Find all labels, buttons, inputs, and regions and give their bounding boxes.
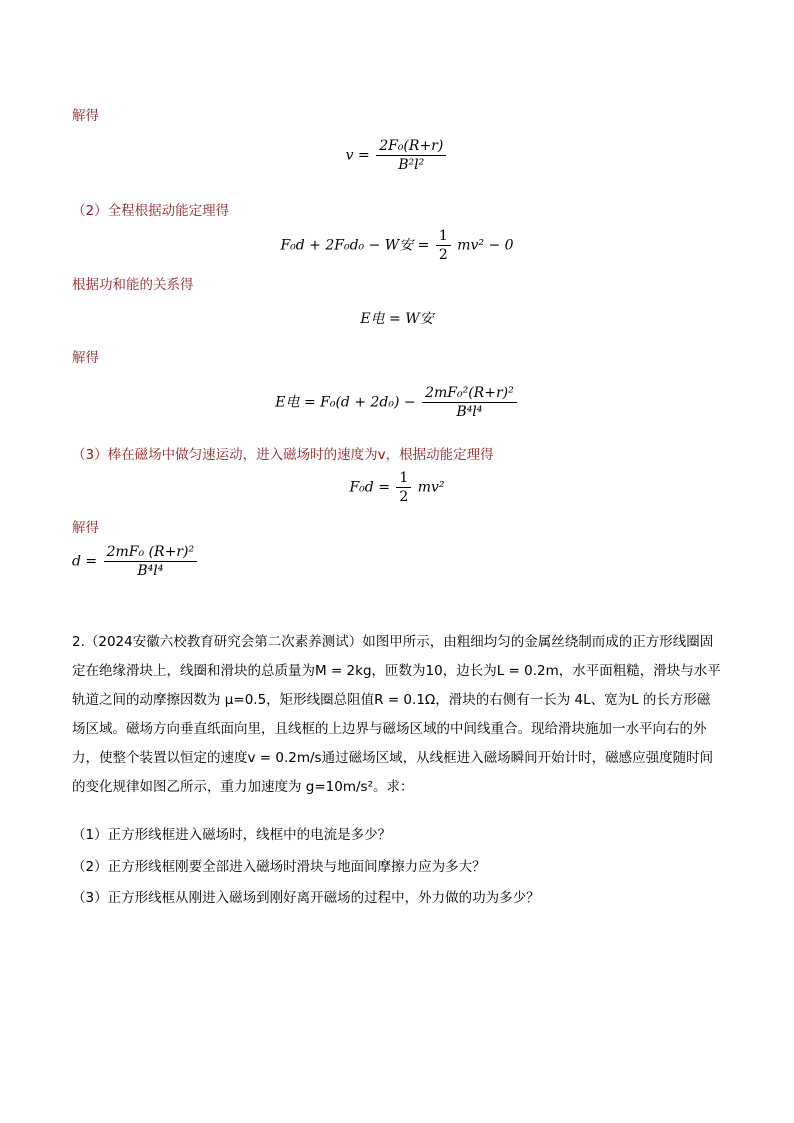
half-fraction-1 [436, 228, 451, 263]
energy-rhs: mv² − 0 [457, 237, 514, 254]
relation-text: 根据功和能的关系得 [72, 277, 194, 293]
electric-energy-denominator: B⁴l⁴ [456, 404, 483, 420]
kinetic-lhs: F₀d = [349, 479, 395, 496]
electric-energy-relation: E电 = W安 [360, 311, 434, 327]
velocity-numerator: 2F₀(R+r) [376, 138, 446, 156]
step-3-text: （3）棒在磁场中做匀速运动，进入磁场时的速度为v，根据动能定理得 [72, 447, 494, 463]
electric-energy-equation [0, 385, 794, 420]
half-numerator-1: 1 [436, 228, 451, 246]
solve-label-2: 解得 [72, 350, 99, 366]
solve-label-1: 解得 [72, 108, 99, 124]
velocity-fraction [376, 138, 446, 173]
distance-lhs: d = [72, 553, 98, 570]
problem-2-paragraph: 2.（2024安徽六校教育研究会第二次素养测试）如图甲所示，由粗细均匀的金属丝绕制而成的正方形线圈固定在绝缘滑块上，线圈和滑块的总质量为M = 2kg，匝数为10，边长为L = 0.2m，水平面粗糙，滑块与水平轨道之间的动摩擦因数为 μ=0.5，矩形线圈总阻值R = 0.1Ω，滑块的右侧有一长为 4L、宽为L 的长方形磁场区域。磁场方向垂直纸面向里，且线框的上边界与磁场区域的中间线重合。现给滑块施加一水平向右的外力，使整个装置以恒定的速度v = 0.2m/s通过磁场区域，从线框进入磁场瞬间开始计时，磁感应强度随时间的变化规律如图乙所示，重力加速度为 g=10m/s²。求： [72, 634, 721, 795]
step-2-text: （2）全程根据动能定理得 [72, 203, 230, 219]
question-3: （3）正方形线框从刚进入磁场到刚好离开磁场的过程中，外力做的功为多少？ [72, 890, 540, 906]
energy-lhs: F₀d + 2F₀d₀ − W安 = [280, 237, 434, 254]
velocity-equation [0, 138, 794, 173]
velocity-denominator: B²l² [398, 157, 425, 173]
energy-equation [0, 228, 794, 263]
distance-numerator: 2mF₀ (R+r)² [104, 544, 197, 562]
half-numerator-2: 1 [396, 470, 411, 488]
question-2: （2）正方形线框刚要全部进入磁场时滑块与地面间摩擦力应为多大？ [72, 859, 486, 875]
electric-energy-fraction [422, 385, 517, 420]
half-denominator-1: 2 [438, 247, 448, 263]
half-denominator-2: 2 [399, 489, 409, 505]
velocity-lhs: v = [345, 147, 370, 164]
electric-energy-lhs: E电 = F₀(d + 2d₀) − [275, 394, 416, 411]
electric-energy-numerator: 2mF₀²(R+r)² [422, 385, 517, 403]
solve-label-3: 解得 [72, 520, 99, 536]
distance-fraction [104, 544, 197, 579]
kinetic-rhs: mv² [417, 479, 445, 496]
distance-denominator: B⁴l⁴ [137, 563, 164, 579]
distance-equation [72, 544, 199, 579]
question-1: （1）正方形线框进入磁场时，线框中的电流是多少？ [72, 827, 392, 843]
half-fraction-2 [396, 470, 411, 505]
kinetic-equation [0, 470, 794, 505]
